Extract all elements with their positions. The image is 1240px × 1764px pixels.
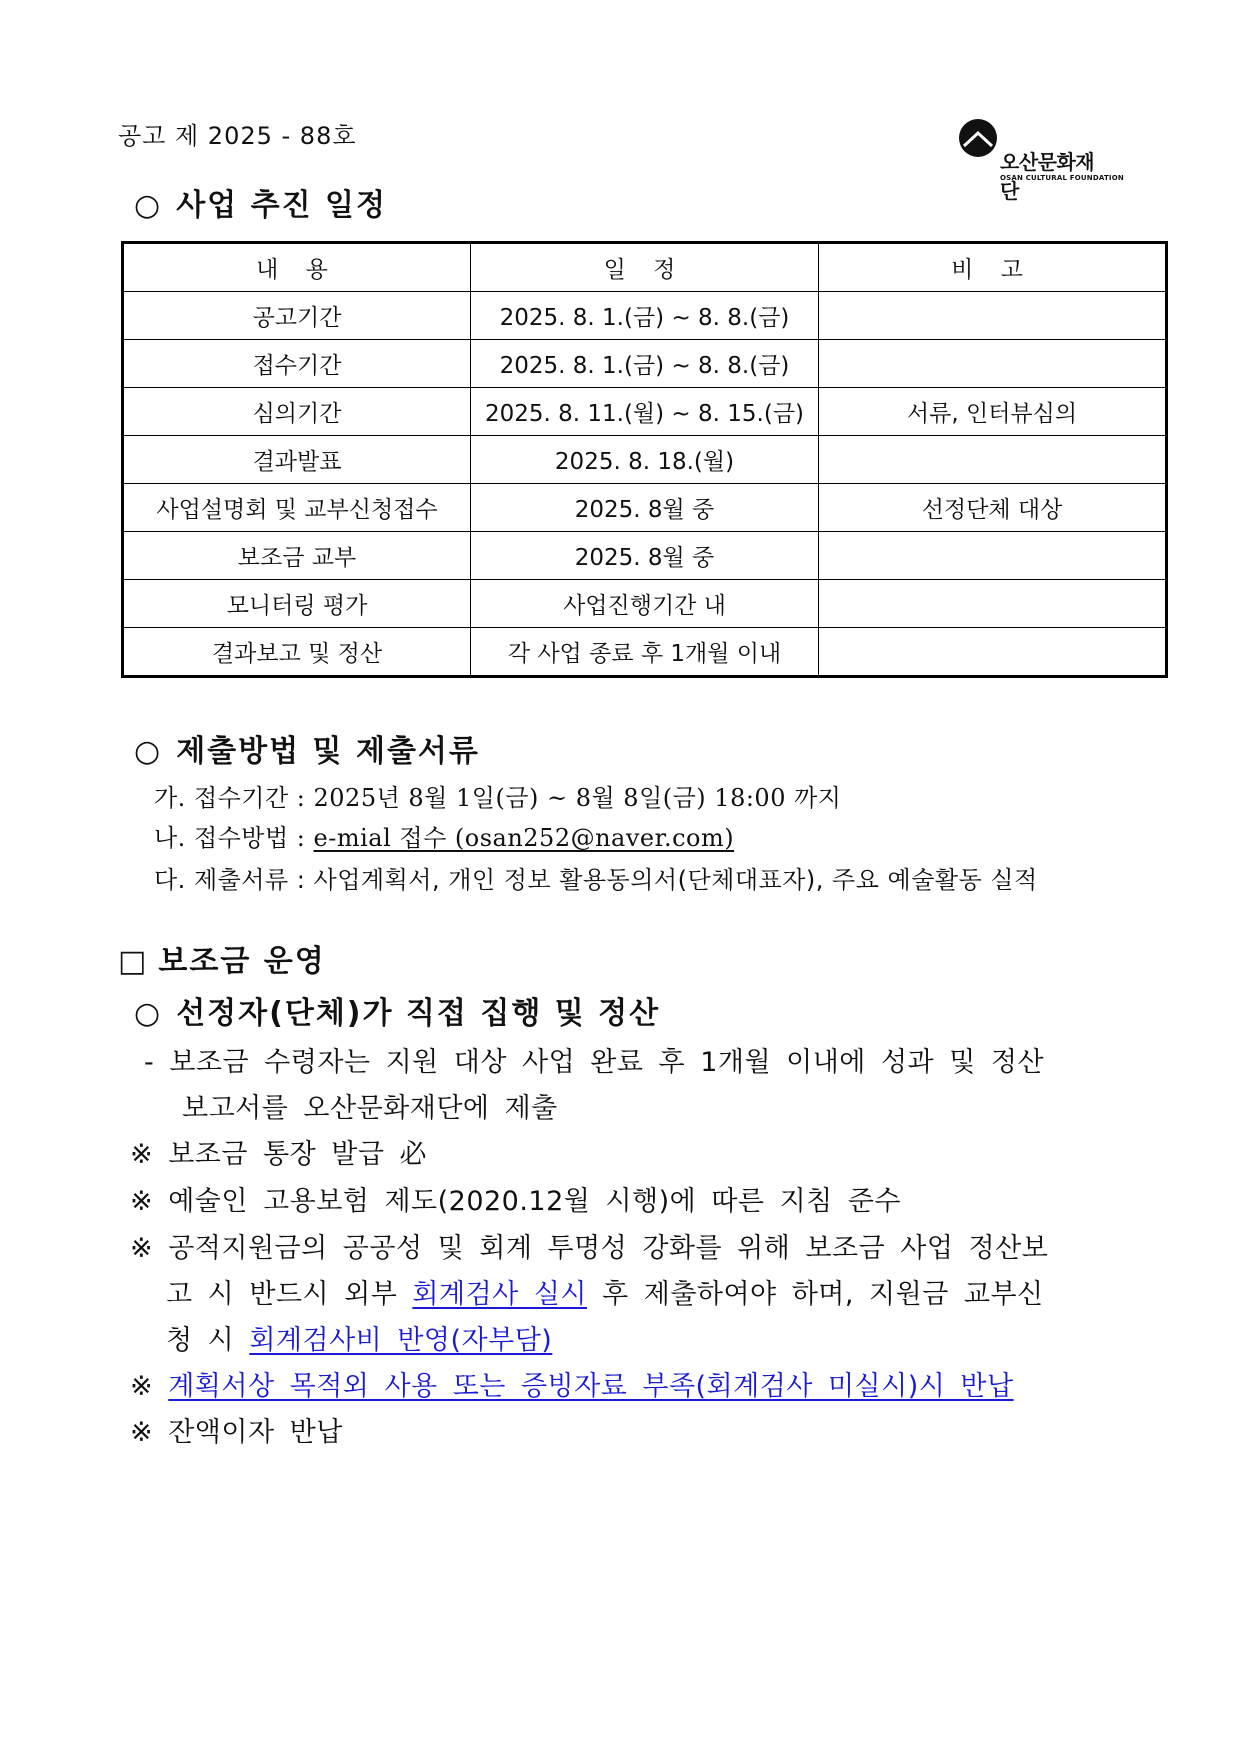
- row-item: 결과보고 및 정산: [123, 628, 471, 677]
- row-item: 접수기간: [123, 340, 471, 388]
- row-date: 2025. 8. 1.(금) ~ 8. 8.(금): [471, 292, 819, 340]
- note-audit-text: 고 시 반드시 외부: [166, 1279, 413, 1310]
- settlement-title-text: 선정자(단체)가 직접 집행 및 정산: [176, 996, 661, 1031]
- audit-cost-link: 회계검사비 반영(자부담): [249, 1325, 553, 1356]
- submission-method: [154, 818, 734, 853]
- schedule-section-title: [134, 180, 387, 224]
- foundation-logo-icon: [958, 118, 998, 158]
- header-content: 내 용: [123, 243, 471, 292]
- row-date: 2025. 8. 11.(월) ~ 8. 15.(금): [471, 388, 819, 436]
- note-audit-text: 청 시: [166, 1325, 250, 1356]
- note-insurance: ※ 예술인 고용보험 제도(2020.12월 시행)에 따른 지침 준수: [130, 1186, 901, 1217]
- note-interest-refund: ※ 잔액이자 반납: [130, 1417, 343, 1448]
- row-note: [819, 436, 1167, 484]
- row-date: 사업진행기간 내: [471, 580, 819, 628]
- row-item: 모니터링 평가: [123, 580, 471, 628]
- table-row: [123, 580, 1167, 628]
- submission-title-text: 제출방법 및 제출서류: [176, 734, 480, 769]
- submission-period: 가. 접수기간 : 2025년 8월 1일(금) ~ 8월 8일(금) 18:00 까지: [154, 784, 842, 812]
- note-audit-line-2: [166, 1272, 1044, 1311]
- schedule-title-text: 사업 추진 일정: [176, 188, 387, 223]
- row-note: 서류, 인터뷰심의: [819, 388, 1167, 436]
- row-date: 2025. 8월 중: [471, 532, 819, 580]
- row-date: 2025. 8. 1.(금) ~ 8. 8.(금): [471, 340, 819, 388]
- row-note: [819, 340, 1167, 388]
- circle-bullet-icon: ○: [134, 188, 163, 223]
- submission-email: e-mial 접수 (osan252@naver.com): [313, 824, 735, 852]
- submission-documents: 다. 제출서류 : 사업계획서, 개인 정보 활용동의서(단체대표자), 주요 예술활동 실적: [154, 866, 1038, 894]
- foundation-logo: [958, 118, 1124, 203]
- table-row: [123, 340, 1167, 388]
- row-item: 결과발표: [123, 436, 471, 484]
- table-row: [123, 484, 1167, 532]
- logo-name: 오산문화재단: [1000, 150, 1095, 203]
- row-note: 선정단체 대상: [819, 484, 1167, 532]
- row-date: 2025. 8. 18.(월): [471, 436, 819, 484]
- notice-number: 공고 제 2025 - 88호: [118, 122, 357, 150]
- submission-section-title: [134, 726, 480, 770]
- note-refund: [130, 1364, 1014, 1403]
- audit-required-link: 회계검사 실시: [412, 1279, 587, 1310]
- logo-subtitle: OSAN CULTURAL FOUNDATION: [1000, 174, 1124, 182]
- table-header-row: [123, 243, 1167, 292]
- circle-bullet-icon: ○: [134, 996, 163, 1031]
- row-item: 사업설명회 및 교부신청접수: [123, 484, 471, 532]
- header-note: 비 고: [819, 243, 1167, 292]
- note-audit-line-1: ※ 공적지원금의 공공성 및 회계 투명성 강화를 위해 보조금 사업 정산보: [130, 1233, 1049, 1264]
- table-row: [123, 628, 1167, 677]
- square-bullet-icon: □: [118, 944, 149, 979]
- row-date: 각 사업 종료 후 1개월 이내: [471, 628, 819, 677]
- table-row: [123, 436, 1167, 484]
- note-audit-line-3: [166, 1318, 552, 1357]
- note-audit-text: 후 제출하여야 하며, 지원금 교부신: [586, 1279, 1044, 1310]
- row-note: [819, 580, 1167, 628]
- refund-condition-link: 계획서상 목적외 사용 또는 증빙자료 부족(회계검사 미실시)시 반납: [168, 1371, 1014, 1402]
- row-note: [819, 628, 1167, 677]
- settlement-section-title: [134, 988, 660, 1032]
- circle-bullet-icon: ○: [134, 734, 163, 769]
- note-bankbook: ※ 보조금 통장 발급 必: [130, 1139, 428, 1170]
- row-item: 공고기간: [123, 292, 471, 340]
- subsidy-dash-line-2: 보고서를 오산문화재단에 제출: [182, 1093, 558, 1124]
- table-row: [123, 532, 1167, 580]
- row-date: 2025. 8월 중: [471, 484, 819, 532]
- row-item: 보조금 교부: [123, 532, 471, 580]
- subsidy-section-title: [118, 936, 326, 980]
- table-row: [123, 292, 1167, 340]
- schedule-table: [121, 241, 1168, 678]
- header-schedule: 일 정: [471, 243, 819, 292]
- row-note: [819, 532, 1167, 580]
- subsidy-title-text: 보조금 운영: [158, 944, 326, 979]
- table-row: [123, 388, 1167, 436]
- row-note: [819, 292, 1167, 340]
- row-item: 심의기간: [123, 388, 471, 436]
- subsidy-dash-line-1: - 보조금 수령자는 지원 대상 사업 완료 후 1개월 이내에 성과 및 정산: [144, 1047, 1045, 1078]
- submission-method-prefix: 나. 접수방법 :: [154, 824, 314, 852]
- note-mark: ※: [130, 1371, 169, 1402]
